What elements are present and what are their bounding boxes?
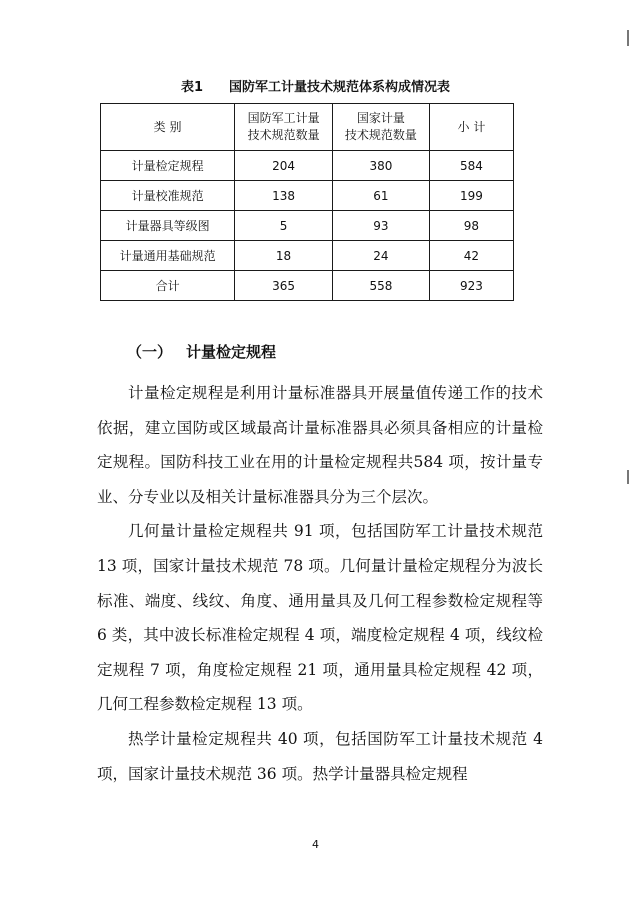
table-total-row — [101, 271, 514, 301]
header-subtotal: 小 计 — [429, 104, 513, 151]
cell-subtotal: 42 — [429, 241, 513, 271]
table-row — [101, 241, 514, 271]
cell-category: 合计 — [101, 271, 235, 301]
table-caption — [0, 76, 631, 95]
cell-subtotal: 199 — [429, 181, 513, 211]
scan-edge-mark — [627, 30, 629, 46]
section-marker: （一） — [127, 343, 173, 361]
table-row — [101, 151, 514, 181]
header-national-count — [333, 104, 430, 151]
cell-defense: 204 — [235, 151, 333, 181]
cell-national: 93 — [333, 211, 430, 241]
header-national-line2: 技术规范数量 — [344, 128, 417, 142]
section-heading — [127, 341, 276, 362]
cell-subtotal: 584 — [429, 151, 513, 181]
table-title: 国防军工计量技术规范体系构成情况表 — [229, 80, 451, 95]
cell-subtotal: 923 — [429, 271, 513, 301]
cell-defense: 138 — [235, 181, 333, 211]
header-defense-line1: 国防军工计量 — [247, 111, 320, 125]
table-row — [101, 181, 514, 211]
cell-national: 380 — [333, 151, 430, 181]
scan-edge-mark — [627, 470, 629, 484]
cell-defense: 5 — [235, 211, 333, 241]
cell-category: 计量通用基础规范 — [101, 241, 235, 271]
cell-subtotal: 98 — [429, 211, 513, 241]
header-defense-line2: 技术规范数量 — [247, 128, 320, 142]
cell-defense: 18 — [235, 241, 333, 271]
header-national-line1: 国家计量 — [356, 111, 405, 125]
cell-defense: 365 — [235, 271, 333, 301]
cell-category: 计量校准规范 — [101, 181, 235, 211]
cell-category: 计量检定规程 — [101, 151, 235, 181]
cell-national: 24 — [333, 241, 430, 271]
page-number: 4 — [312, 838, 319, 851]
cell-category: 计量器具等级图 — [101, 211, 235, 241]
body-text — [97, 376, 543, 791]
section-title: 计量检定规程 — [186, 343, 277, 361]
composition-table — [100, 103, 514, 301]
header-defense-count — [235, 104, 333, 151]
table-header-row — [101, 104, 514, 151]
cell-national: 61 — [333, 181, 430, 211]
table-number: 表1 — [180, 80, 204, 95]
header-category: 类 别 — [101, 104, 235, 151]
table-row — [101, 211, 514, 241]
paragraph: 几何量计量检定规程共 91 项，包括国防军工计量技术规范 13 项，国家计量技术规范 78 项。几何量计量检定规程分为波长标准、端度、线纹、角度、通用量具及几何工程参数检定规程等 6 类，其中波长标准检定规程 4 项，端度检定规程 4 项，线纹检定规程 7 项，角度检定规程 21 项，通用量具检定规程 42 项，几何工程参数检定规程 13 项。 — [97, 522, 543, 714]
paragraph: 热学计量检定规程共 40 项，包括国防军工计量技术规范 4 项，国家计量技术规范 36 项。热学计量器具检定规程 — [97, 729, 543, 783]
paragraph: 计量检定规程是利用计量标准器具开展量值传递工作的技术依据，建立国防或区域最高计量标准器具必须具备相应的计量检定规程。国防科技工业在用的计量检定规程共584 项，按计量专业、分专业以及相关计量标准器具分为三个层次。 — [97, 384, 543, 506]
cell-national: 558 — [333, 271, 430, 301]
